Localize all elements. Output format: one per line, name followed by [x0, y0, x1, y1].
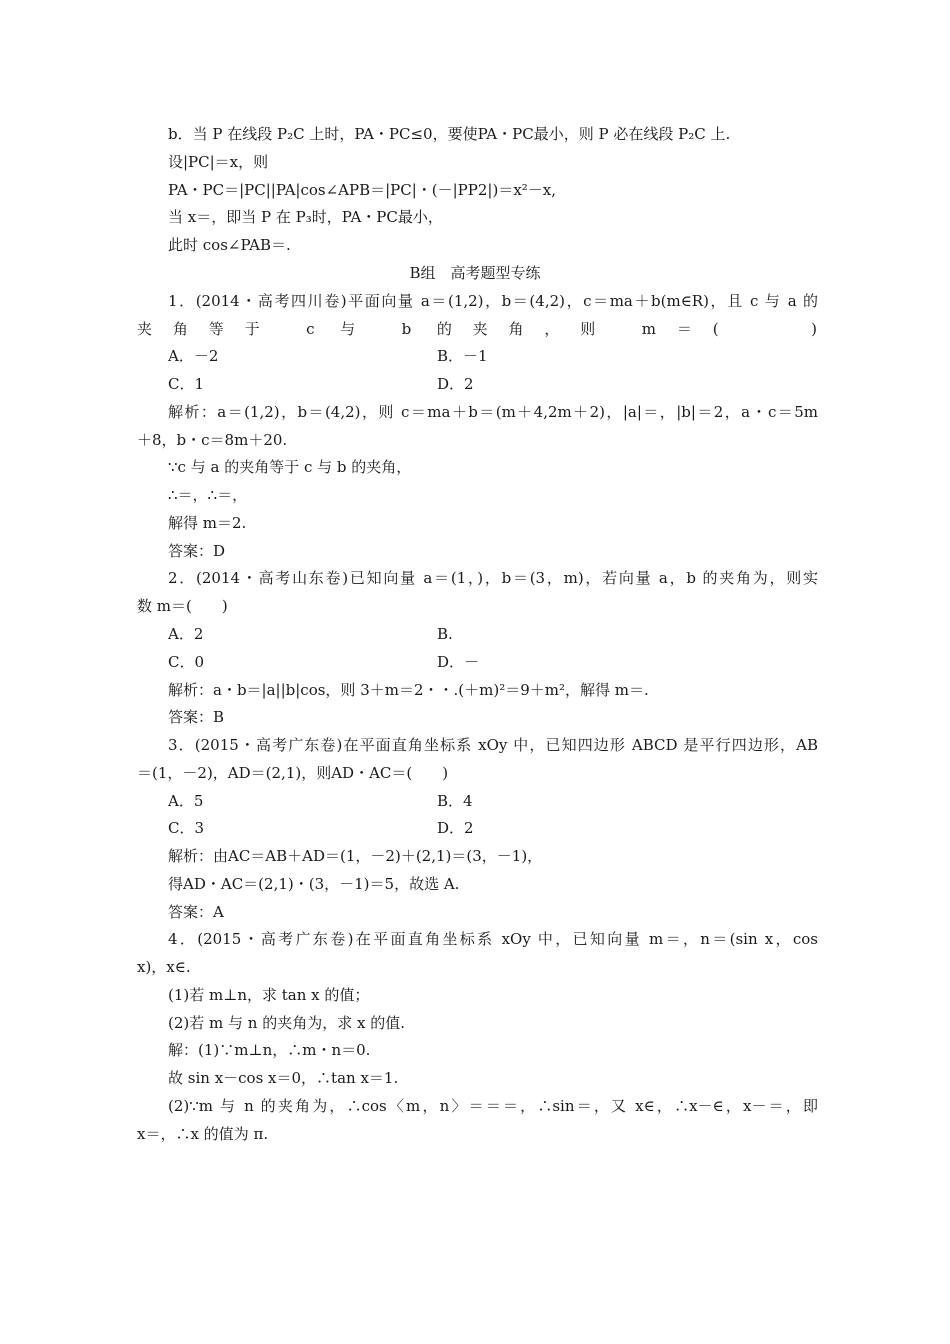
solution-line: 解析：由AC＝AB＋AD＝(1，－2)＋(2,1)＝(3，－1)， — [168, 847, 543, 865]
text-line: PA・PC＝|PC||PA|cos∠APB＝|PC|・(－|PP2|)＝x²－x, — [168, 181, 557, 199]
option-d: D．2 — [437, 819, 474, 837]
option-c: C．1 — [168, 375, 205, 393]
answer-line: 答案：A — [168, 903, 224, 921]
solution-line: x＝，∴x 的值为 π. — [137, 1125, 269, 1143]
option-b: B．－1 — [437, 347, 488, 365]
section-heading: B组 高考题型专练 — [409, 264, 541, 282]
text-line: 此时 cos∠PAB＝. — [168, 236, 291, 254]
text-line: 当 x＝，即当 P 在 P₃时，PA・PC最小， — [168, 208, 443, 226]
solution-line: (2)∵m 与 n 的夹角为，∴cos〈m，n〉＝＝＝，∴sin＝，又 x∈，∴x－∈，x－＝，即 — [168, 1097, 818, 1115]
solution-line: ＋8，b・c＝8m＋20. — [137, 431, 288, 449]
solution-line: ∴＝，∴＝， — [168, 486, 248, 504]
question-1-stem-cont: 夹角等于 c 与 b 的夹角，则 m＝( ) — [137, 320, 817, 338]
answer-line: 答案：B — [168, 708, 225, 726]
option-b: B．4 — [437, 792, 473, 810]
solution-line: ∵c 与 a 的夹角等于 c 与 b 的夹角， — [168, 458, 412, 476]
question-1-stem: 1．(2014・高考四川卷)平面向量 a＝(1,2)，b＝(4,2)，c＝ma＋b(m∈R)，且 c 与 a 的 — [168, 292, 818, 310]
solution-line: 解析：a・b＝|a||b|cos，则 3＋m＝2・・.(＋m)²＝9＋m²，解得 m＝. — [168, 681, 649, 699]
option-c: C．3 — [168, 819, 205, 837]
sub-question: (1)若 m⊥n，求 tan x 的值； — [168, 986, 370, 1004]
question-4-stem: 4．(2015・高考广东卷)在平面直角坐标系 xOy 中，已知向量 m＝，n＝(sin x，cos — [168, 930, 818, 948]
solution-line: 解：(1)∵m⊥n，∴m・n＝0. — [168, 1041, 371, 1059]
option-a: A．2 — [168, 625, 204, 643]
option-a: A．5 — [168, 792, 204, 810]
solution-line: 解得 m＝2. — [168, 514, 247, 532]
option-d: D．2 — [437, 375, 474, 393]
option-c: C．0 — [168, 653, 205, 671]
question-2-stem-cont: 数 m＝( ) — [137, 597, 228, 615]
text-line: 设|PC|＝x，则 — [168, 153, 269, 171]
solution-line: 解析：a＝(1,2)，b＝(4,2)，则 c＝ma＋b＝(m＋4,2m＋2)，|a|＝，|b|＝2，a・c＝5m — [168, 403, 818, 421]
option-b: B. — [437, 625, 453, 643]
question-2-stem: 2．(2014・高考山东卷)已知向量 a＝(1，)，b＝(3，m)，若向量 a，b 的夹角为，则实 — [168, 569, 818, 587]
sub-question: (2)若 m 与 n 的夹角为，求 x 的值. — [168, 1014, 405, 1032]
option-a: A．－2 — [168, 347, 219, 365]
text-line: b．当 P 在线段 P₂C 上时，PA・PC≤0，要使PA・PC最小，则 P 必在线段 P₂C 上. — [168, 125, 731, 143]
answer-line: 答案：D — [168, 542, 226, 560]
option-d: D．－ — [437, 653, 480, 671]
question-4-stem-cont: x)，x∈. — [137, 958, 191, 976]
question-3-stem: 3．(2015・高考广东卷)在平面直角坐标系 xOy 中，已知四边形 ABCD 是平行四边形，AB — [168, 736, 818, 754]
question-3-stem-cont: ＝(1，－2)，AD＝(2,1)，则AD・AC＝( ) — [137, 764, 449, 782]
solution-line: 得AD・AC＝(2,1)・(3，－1)＝5，故选 A. — [168, 875, 460, 893]
solution-line: 故 sin x－cos x＝0，∴tan x＝1. — [168, 1069, 399, 1087]
